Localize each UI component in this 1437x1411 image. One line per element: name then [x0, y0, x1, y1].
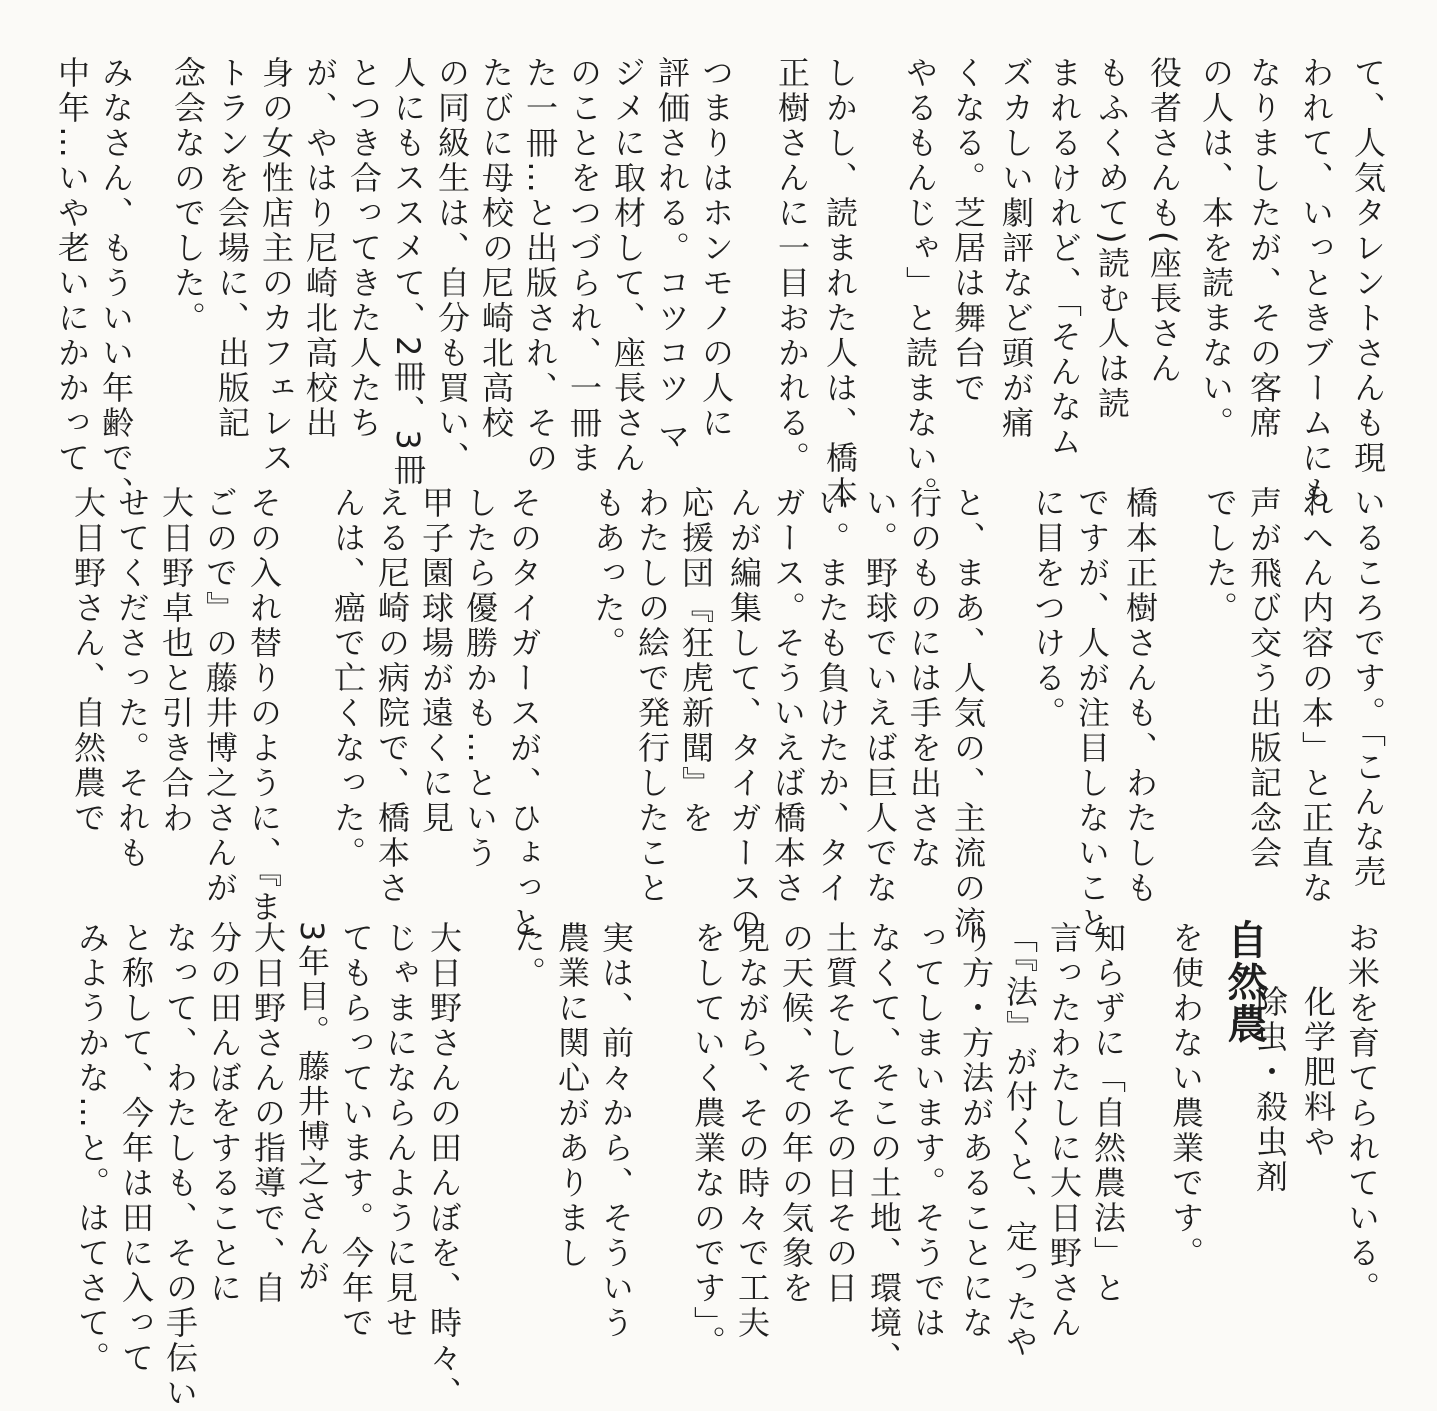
text-column: まれるけれど、「そんなム	[1045, 56, 1083, 460]
text-column: 念会なのでした。	[169, 56, 207, 336]
text-column: て、人気タレントさんも現	[1349, 56, 1387, 476]
text-column: ジメに取材して、座長さん	[609, 56, 647, 476]
text-column: たびに母校の尼崎北高校	[477, 56, 515, 441]
text-column: える尼崎の病院で、橋本さ	[373, 486, 411, 906]
text-column: 3年目。藤井博之さんが	[293, 921, 331, 1295]
text-column: に目をつける。	[1029, 486, 1067, 731]
text-column: 見ながら、その時々で工夫	[733, 921, 771, 1341]
text-column: た。	[509, 921, 547, 991]
text-column: 化学肥料や	[1299, 985, 1337, 1160]
text-column: い。野球でいえば巨人でな	[861, 486, 899, 906]
text-column: をしていく農業なのです」。	[689, 921, 727, 1360]
text-column: つまりはホンモノの人に	[697, 56, 735, 441]
text-column: したら優勝かも…という	[461, 486, 499, 871]
text-column: みなさん、もういい年齢で、	[97, 56, 135, 511]
text-column: んが編集して、タイガースの	[725, 486, 763, 941]
text-column: てもらっています。今年で	[337, 921, 375, 1341]
text-column: の人は、本を読まない。	[1197, 56, 1235, 441]
text-column: とつき合ってきた人たち	[345, 56, 383, 441]
text-column: しかし、読まれた人は、橋本	[821, 56, 859, 511]
text-column: いるころです。「こんな売	[1349, 486, 1387, 890]
text-column: やるもんじゃ」と読まない。	[901, 56, 939, 511]
text-column: 分の田んぼをすることに	[205, 921, 243, 1306]
text-column: た一冊…と出版され、その	[521, 56, 559, 476]
text-column: 農業に関心がありまし	[553, 921, 591, 1271]
text-column: 行のものには手を出さな	[905, 486, 943, 871]
text-band-bottom	[0, 915, 1437, 1411]
text-column: を使わない農業です。	[1167, 921, 1205, 1271]
text-column: 言ったわたしに大日野さん	[1045, 921, 1083, 1341]
text-column: 除虫・殺虫剤	[1251, 985, 1289, 1195]
text-column: なくて、そこの土地、環境、	[865, 921, 903, 1376]
text-column: ってしまいます。そうでは	[909, 921, 947, 1341]
text-band-top	[0, 50, 1437, 511]
text-column: くなる。芝居は舞台で	[949, 56, 987, 406]
text-column: 大日野卓也と引き合わ	[157, 486, 195, 836]
text-column: ですが、人が注目しないこと	[1073, 486, 1111, 941]
text-column: もあった。	[589, 486, 627, 661]
text-column: 身の女性店主のカフェレス	[257, 56, 295, 476]
text-column: 大日野さんの田んぼを、時々、	[425, 921, 463, 1411]
text-column: そのタイガースが、ひょっと	[505, 486, 543, 941]
text-column: もふくめて)読む人は読	[1093, 56, 1131, 422]
text-column: 甲子園球場が遠くに見	[417, 486, 455, 836]
section-heading: 自然農	[1221, 919, 1267, 1045]
text-column: のことをつづられ、一冊ま	[565, 56, 603, 476]
text-column: 橋本正樹さんも、わたしも	[1121, 486, 1159, 906]
text-column: わたしの絵で発行したこと	[633, 486, 671, 906]
text-column: ガース。そういえば橋本さ	[769, 486, 807, 906]
text-column: 正樹さんに一目おかれる。	[773, 56, 811, 476]
text-column: 声が飛び交う出版記念会	[1245, 486, 1283, 871]
text-column: じゃまにならんように見せ	[381, 921, 419, 1341]
text-column: なりましたが、その客席	[1245, 56, 1283, 441]
text-column: 「『法』が付くと、定ったや	[1001, 921, 1039, 1360]
text-column: せてくださった。それも	[113, 486, 151, 871]
text-column: 土質そしてその日その日	[821, 921, 859, 1306]
text-column: 大日野さんの指導で、自	[249, 921, 287, 1306]
text-column: トランを会場に、出版記	[213, 56, 251, 441]
text-column: 実は、前々から、そういう	[597, 921, 635, 1341]
text-column: り方・方法があることにな	[957, 921, 995, 1341]
text-column: 応援団『狂虎新聞』を	[677, 486, 715, 836]
text-column: 知らずに「自然農法」と	[1089, 921, 1127, 1306]
text-column: みようかな…と。はてさて。	[73, 921, 111, 1376]
text-column: ごので』の藤井博之さんが	[201, 486, 239, 906]
text-column: ズカしい劇評など頭が痛	[997, 56, 1035, 441]
text-column: お米を育てられている。	[1343, 921, 1381, 1306]
text-column: れへん内容の本」と正直な	[1297, 486, 1335, 906]
text-column: い。またも負けたか、タイ	[813, 486, 851, 906]
text-column: 人にもススメて、2冊、3冊	[389, 56, 427, 488]
text-column: の同級生は、自分も買い、	[433, 56, 471, 476]
text-column: われて、いっときブームにも	[1297, 56, 1335, 511]
text-band-middle	[0, 480, 1437, 941]
text-column: 役者さんも(座長さん	[1145, 56, 1183, 387]
text-column: と、まあ、人気の、主流の流	[949, 486, 987, 941]
text-column: 中年…いや老いにかかって	[53, 56, 91, 476]
text-column: が、やはり尼崎北高校出	[301, 56, 339, 441]
text-column: なって、わたしも、その手伝い	[161, 921, 199, 1411]
text-column: 大日野さん、自然農で	[69, 486, 107, 836]
text-column: でした。	[1201, 486, 1239, 626]
text-column: その入れ替りのように、『ま	[245, 486, 283, 925]
text-column: 評価される。コツコツ マ	[653, 56, 691, 455]
text-column: と称して、今年は田に入って	[117, 921, 155, 1376]
text-column: の天候、その年の気象を	[777, 921, 815, 1306]
text-column: んは、癌で亡くなった。	[329, 486, 367, 871]
